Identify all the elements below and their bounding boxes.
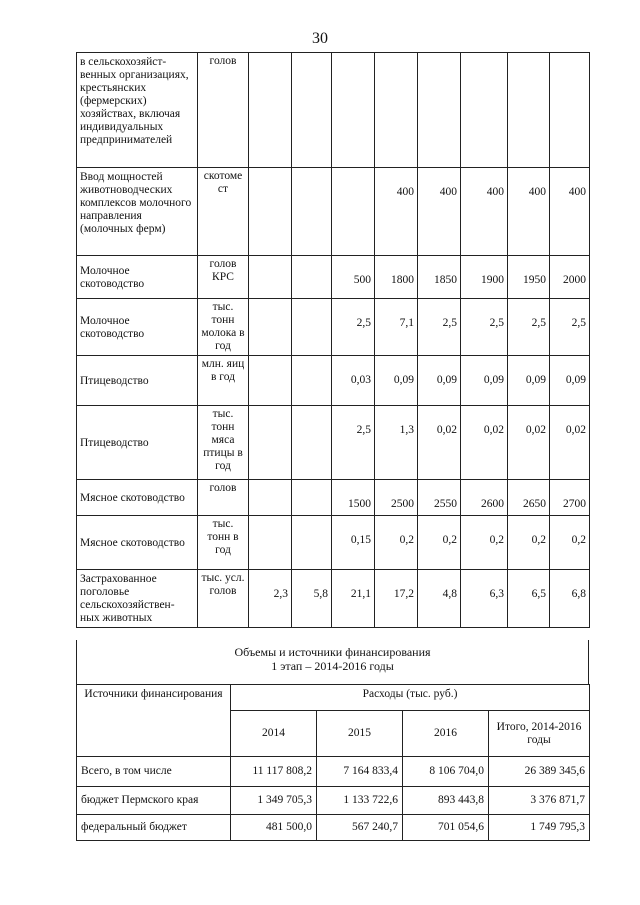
indicator-value: [292, 356, 332, 406]
funding-table: [76, 684, 590, 841]
funding-value: 7 164 833,4: [317, 757, 403, 787]
funding-row: [77, 757, 590, 787]
indicator-value: [249, 516, 292, 570]
sources-header: Источники финансирования: [77, 685, 231, 757]
indicator-value: 0,2: [550, 516, 590, 570]
indicator-unit: тыс. тонн молока в год: [198, 299, 249, 356]
indicator-label: в сельскохозяйст-венных организациях, крестьянских (фермерских) хозяйствах, включая индивидуальных предпринимателей: [77, 53, 198, 168]
year-2014-header: 2014: [231, 711, 317, 757]
indicator-label: Застрахованное поголовье сельскохозяйствен-ных животных: [77, 570, 198, 628]
indicator-value: 4,8: [418, 570, 461, 628]
funding-value: 567 240,7: [317, 815, 403, 841]
indicator-row: [77, 570, 590, 628]
indicator-value: 400: [508, 168, 550, 256]
indicator-value: 1800: [375, 256, 418, 299]
indicator-label: Ввод мощностей животноводческих комплексов молочного направления (молочных ферм): [77, 168, 198, 256]
indicator-value: 0,09: [550, 356, 590, 406]
indicator-value: 400: [550, 168, 590, 256]
indicators-table: [76, 52, 590, 628]
indicator-value: [249, 299, 292, 356]
indicator-value: 7,1: [375, 299, 418, 356]
funding-value: 1 349 705,3: [231, 787, 317, 815]
indicator-value: 6,8: [550, 570, 590, 628]
indicator-value: 0,09: [508, 356, 550, 406]
indicator-row: [77, 168, 590, 256]
indicator-value: [249, 356, 292, 406]
indicators-body: [77, 53, 590, 628]
indicator-value: [292, 256, 332, 299]
indicator-value: [292, 168, 332, 256]
funding-source: Всего, в том числе: [77, 757, 231, 787]
indicator-value: [292, 406, 332, 480]
indicator-value: 0,2: [508, 516, 550, 570]
funding-value: 481 500,0: [231, 815, 317, 841]
indicator-value: 1,3: [375, 406, 418, 480]
indicator-value: [249, 480, 292, 516]
indicator-unit: млн. яиц в год: [198, 356, 249, 406]
indicator-unit: голов: [198, 480, 249, 516]
indicator-value: 2550: [418, 480, 461, 516]
indicator-unit: тыс. усл. голов: [198, 570, 249, 628]
indicator-value: 2,5: [418, 299, 461, 356]
indicator-value: [292, 516, 332, 570]
year-2015-header: 2015: [317, 711, 403, 757]
funding-total: 3 376 871,7: [489, 787, 590, 815]
indicator-value: 0,02: [461, 406, 508, 480]
indicator-value: 1850: [418, 256, 461, 299]
indicator-value: 2,3: [249, 570, 292, 628]
funding-source: федеральный бюджет: [77, 815, 231, 841]
expenses-header: Расходы (тыс. руб.): [231, 685, 590, 711]
funding-title-line1: Объемы и источники финансирования: [234, 645, 431, 659]
indicator-value: [418, 53, 461, 168]
indicator-label: Молочное скотоводство: [77, 299, 198, 356]
indicator-value: 6,5: [508, 570, 550, 628]
funding-source: бюджет Пермского края: [77, 787, 231, 815]
indicator-unit: голов КРС: [198, 256, 249, 299]
indicator-value: [332, 168, 375, 256]
indicator-value: 500: [332, 256, 375, 299]
indicator-value: [292, 480, 332, 516]
funding-value: 8 106 704,0: [403, 757, 489, 787]
indicator-value: [249, 168, 292, 256]
indicator-value: 0,09: [461, 356, 508, 406]
indicator-value: 400: [418, 168, 461, 256]
indicator-row: [77, 480, 590, 516]
indicator-value: 2650: [508, 480, 550, 516]
indicator-value: [249, 53, 292, 168]
indicator-value: 21,1: [332, 570, 375, 628]
indicator-value: 0,03: [332, 356, 375, 406]
indicator-value: 2,5: [332, 406, 375, 480]
indicator-value: 2500: [375, 480, 418, 516]
indicator-value: 1900: [461, 256, 508, 299]
indicator-value: 0,09: [418, 356, 461, 406]
funding-row: [77, 815, 590, 841]
indicator-row: [77, 256, 590, 299]
indicator-value: 0,2: [375, 516, 418, 570]
indicator-value: 0,02: [508, 406, 550, 480]
indicator-value: 6,3: [461, 570, 508, 628]
indicator-value: 5,8: [292, 570, 332, 628]
indicator-value: [292, 299, 332, 356]
indicator-value: 17,2: [375, 570, 418, 628]
indicator-value: 400: [461, 168, 508, 256]
indicator-value: [508, 53, 550, 168]
indicator-value: 2700: [550, 480, 590, 516]
indicator-unit: тыс. тонн в год: [198, 516, 249, 570]
indicator-value: 0,02: [418, 406, 461, 480]
indicator-label: Птицеводство: [77, 356, 198, 406]
indicator-value: 400: [375, 168, 418, 256]
indicator-value: 0,09: [375, 356, 418, 406]
indicator-label: Мясное скотоводство: [77, 516, 198, 570]
indicator-row: [77, 53, 590, 168]
indicator-value: 2000: [550, 256, 590, 299]
indicator-value: 0,2: [461, 516, 508, 570]
indicator-value: [332, 53, 375, 168]
indicator-unit: скотоме ст: [198, 168, 249, 256]
indicator-value: [249, 256, 292, 299]
indicator-label: Молочное скотоводство: [77, 256, 198, 299]
total-header: Итого, 2014-2016 годы: [489, 711, 590, 757]
indicator-value: 0,15: [332, 516, 375, 570]
funding-row: [77, 787, 590, 815]
indicator-value: [375, 53, 418, 168]
indicator-value: [292, 53, 332, 168]
indicator-value: 1950: [508, 256, 550, 299]
funding-title: [76, 640, 589, 684]
indicator-value: [550, 53, 590, 168]
funding-value: 11 117 808,2: [231, 757, 317, 787]
indicator-row: [77, 356, 590, 406]
funding-value: 1 133 722,6: [317, 787, 403, 815]
indicator-value: 0,02: [550, 406, 590, 480]
indicator-value: [461, 53, 508, 168]
indicator-label: Птицеводство: [77, 406, 198, 480]
indicator-row: [77, 406, 590, 480]
indicator-value: 2600: [461, 480, 508, 516]
year-2016-header: 2016: [403, 711, 489, 757]
indicator-value: 2,5: [508, 299, 550, 356]
funding-total: 1 749 795,3: [489, 815, 590, 841]
indicator-unit: голов: [198, 53, 249, 168]
indicator-label: Мясное скотоводство: [77, 480, 198, 516]
page-number: 30: [312, 30, 328, 47]
indicator-value: 0,2: [418, 516, 461, 570]
indicator-unit: тыс. тонн мяса птицы в год: [198, 406, 249, 480]
indicator-value: [249, 406, 292, 480]
indicator-value: 2,5: [332, 299, 375, 356]
funding-value: 701 054,6: [403, 815, 489, 841]
funding-value: 893 443,8: [403, 787, 489, 815]
indicator-row: [77, 299, 590, 356]
funding-title-line2: 1 этап – 2014-2016 годы: [271, 659, 394, 673]
indicator-value: 1500: [332, 480, 375, 516]
indicator-value: 2,5: [461, 299, 508, 356]
funding-total: 26 389 345,6: [489, 757, 590, 787]
indicator-value: 2,5: [550, 299, 590, 356]
indicator-row: [77, 516, 590, 570]
